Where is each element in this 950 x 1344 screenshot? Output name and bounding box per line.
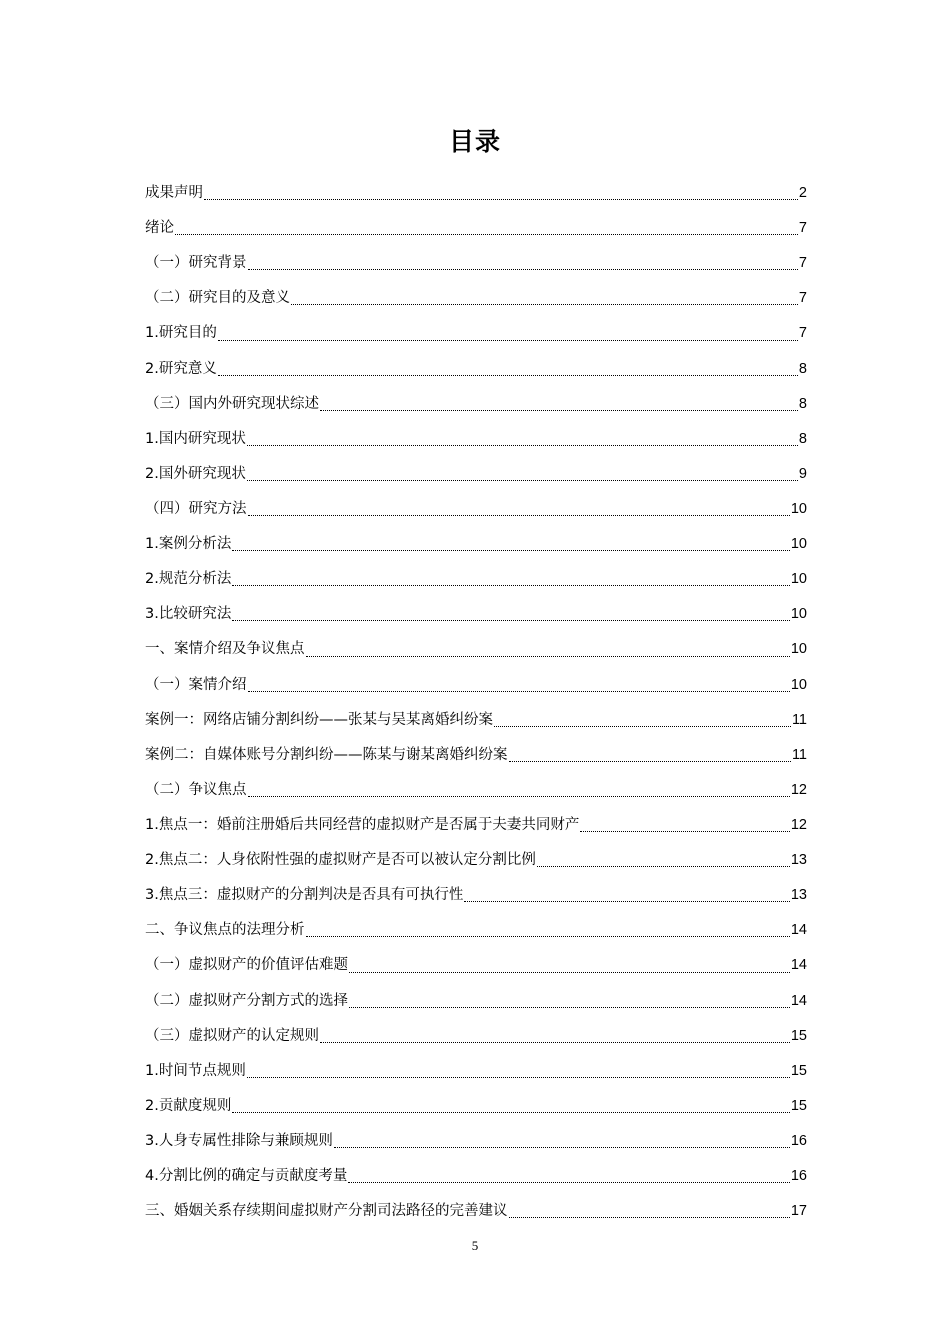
toc-entry-page: 8 [798, 360, 807, 377]
toc-entry[interactable] [145, 246, 807, 281]
toc-entry-page: 13 [790, 887, 807, 904]
toc-dot-leader [334, 1147, 790, 1148]
toc-entry-label: （三）虚拟财产的认定规则 [145, 1027, 319, 1044]
toc-entry-label: 二、争议焦点的法理分析 [145, 922, 305, 939]
toc-entry-label: 1.研究目的 [145, 325, 217, 342]
toc-dot-leader [248, 269, 798, 270]
toc-entry-label: （二）争议焦点 [145, 781, 247, 798]
toc-dot-leader [349, 972, 790, 973]
toc-entry-page: 10 [790, 536, 807, 553]
toc-entry-page: 9 [798, 465, 807, 482]
toc-entry-page: 15 [790, 1062, 807, 1079]
toc-entry[interactable] [145, 211, 807, 246]
toc-entry-page: 14 [790, 992, 807, 1009]
toc-entry-page: 14 [790, 957, 807, 974]
toc-entry[interactable] [145, 773, 807, 808]
toc-dot-leader [218, 340, 798, 341]
page-title: 目录 [448, 127, 501, 156]
toc-dot-leader [248, 515, 790, 516]
toc-entry[interactable] [145, 808, 807, 843]
toc-entry-page: 11 [791, 746, 807, 763]
toc-entry-label: （一）研究背景 [145, 255, 247, 272]
toc-dot-leader [464, 901, 790, 902]
toc-entry[interactable] [145, 948, 807, 983]
toc-entry-label: 1.国内研究现状 [145, 430, 246, 447]
toc-dot-leader [291, 304, 798, 305]
toc-entry[interactable] [145, 984, 807, 1019]
toc-entry-label: 2.贡献度规则 [145, 1097, 232, 1114]
toc-entry[interactable] [145, 668, 807, 703]
toc-entry-page: 14 [790, 922, 807, 939]
table-of-contents [145, 176, 807, 1229]
toc-entry[interactable] [145, 527, 807, 562]
toc-entry[interactable] [145, 1159, 807, 1194]
toc-entry-page: 8 [798, 395, 807, 412]
page-number: 5 [471, 1238, 479, 1253]
toc-dot-leader [232, 1112, 790, 1113]
toc-entry[interactable] [145, 1124, 807, 1159]
toc-entry-label: 1.案例分析法 [145, 536, 232, 553]
toc-entry-page: 13 [790, 852, 807, 869]
toc-dot-leader [320, 410, 798, 411]
toc-entry-page: 8 [798, 430, 807, 447]
toc-entry[interactable] [145, 1019, 807, 1054]
toc-entry-page: 10 [790, 676, 807, 693]
toc-entry[interactable] [145, 387, 807, 422]
toc-entry-label: （一）案情介绍 [145, 676, 247, 693]
toc-entry-label: （一）虚拟财产的价值评估难题 [145, 957, 348, 974]
toc-entry[interactable] [145, 843, 807, 878]
toc-dot-leader [320, 1042, 790, 1043]
toc-entry[interactable] [145, 492, 807, 527]
toc-entry-label: 案例二：自媒体账号分割纠纷——陈某与谢某离婚纠纷案 [145, 746, 508, 763]
toc-entry-label: （三）国内外研究现状综述 [145, 395, 319, 412]
toc-dot-leader [509, 1217, 790, 1218]
toc-entry[interactable] [145, 913, 807, 948]
toc-entry[interactable] [145, 316, 807, 351]
toc-entry[interactable] [145, 457, 807, 492]
toc-entry-page: 16 [790, 1168, 807, 1185]
toc-entry[interactable] [145, 176, 807, 211]
toc-entry-label: 绪论 [145, 220, 174, 237]
toc-entry-page: 10 [790, 641, 807, 658]
toc-entry[interactable] [145, 1194, 807, 1229]
toc-entry-page: 10 [790, 500, 807, 517]
toc-entry-page: 2 [798, 184, 807, 201]
toc-entry-label: 3.人身专属性排除与兼顾规则 [145, 1132, 333, 1149]
toc-dot-leader [349, 1007, 790, 1008]
toc-entry-label: 2.规范分析法 [145, 571, 232, 588]
toc-dot-leader [247, 480, 798, 481]
toc-dot-leader [248, 691, 790, 692]
toc-entry-label: 三、婚姻关系存续期间虚拟财产分割司法路径的完善建议 [145, 1203, 508, 1220]
toc-entry-label: 2.国外研究现状 [145, 465, 246, 482]
toc-entry-label: 1.焦点一：婚前注册婚后共同经营的虚拟财产是否属于夫妻共同财产 [145, 816, 580, 833]
toc-entry-page: 7 [798, 290, 807, 307]
toc-dot-leader [232, 620, 790, 621]
toc-entry[interactable] [145, 632, 807, 667]
toc-entry[interactable] [145, 738, 807, 773]
toc-dot-leader [218, 375, 798, 376]
toc-entry-label: （二）研究目的及意义 [145, 290, 290, 307]
toc-entry-label: 3.比较研究法 [145, 606, 232, 623]
toc-dot-leader [306, 656, 790, 657]
toc-entry-page: 7 [798, 220, 807, 237]
toc-entry-label: 一、案情介绍及争议焦点 [145, 641, 305, 658]
toc-entry[interactable] [145, 878, 807, 913]
toc-dot-leader [580, 831, 790, 832]
toc-entry[interactable] [145, 597, 807, 632]
toc-entry-page: 7 [798, 325, 807, 342]
toc-dot-leader [232, 585, 790, 586]
toc-entry-label: 案例一：网络店铺分割纠纷——张某与吴某离婚纠纷案 [145, 711, 493, 728]
toc-entry-label: 2.研究意义 [145, 360, 217, 377]
toc-entry-label: （四）研究方法 [145, 500, 247, 517]
toc-entry[interactable] [145, 1089, 807, 1124]
toc-entry[interactable] [145, 422, 807, 457]
toc-dot-leader [204, 199, 798, 200]
toc-dot-leader [348, 1182, 790, 1183]
toc-entry[interactable] [145, 703, 807, 738]
toc-entry[interactable] [145, 562, 807, 597]
toc-entry-label: 4.分割比例的确定与贡献度考量 [145, 1168, 348, 1185]
toc-entry[interactable] [145, 352, 807, 387]
toc-entry-page: 10 [790, 571, 807, 588]
toc-entry-page: 15 [790, 1097, 807, 1114]
toc-dot-leader [494, 726, 791, 727]
toc-entry-page: 12 [790, 781, 807, 798]
toc-entry-page: 17 [790, 1203, 807, 1220]
toc-entry[interactable] [145, 1054, 807, 1089]
toc-dot-leader [248, 796, 790, 797]
toc-entry[interactable] [145, 281, 807, 316]
toc-entry-label: 成果声明 [145, 184, 203, 201]
toc-entry-label: 2.焦点二：人身依附性强的虚拟财产是否可以被认定分割比例 [145, 852, 536, 869]
toc-entry-page: 10 [790, 606, 807, 623]
toc-entry-page: 12 [790, 816, 807, 833]
toc-entry-page: 15 [790, 1027, 807, 1044]
toc-dot-leader [306, 936, 790, 937]
toc-entry-label: 1.时间节点规则 [145, 1062, 246, 1079]
toc-dot-leader [509, 761, 791, 762]
toc-entry-label: 3.焦点三：虚拟财产的分割判决是否具有可执行性 [145, 887, 464, 904]
toc-entry-page: 16 [790, 1132, 807, 1149]
toc-dot-leader [537, 866, 790, 867]
toc-dot-leader [247, 1077, 790, 1078]
toc-dot-leader [175, 234, 798, 235]
toc-dot-leader [247, 445, 798, 446]
toc-entry-page: 7 [798, 255, 807, 272]
toc-entry-label: （二）虚拟财产分割方式的选择 [145, 992, 348, 1009]
toc-dot-leader [232, 550, 790, 551]
toc-entry-page: 11 [791, 711, 807, 728]
